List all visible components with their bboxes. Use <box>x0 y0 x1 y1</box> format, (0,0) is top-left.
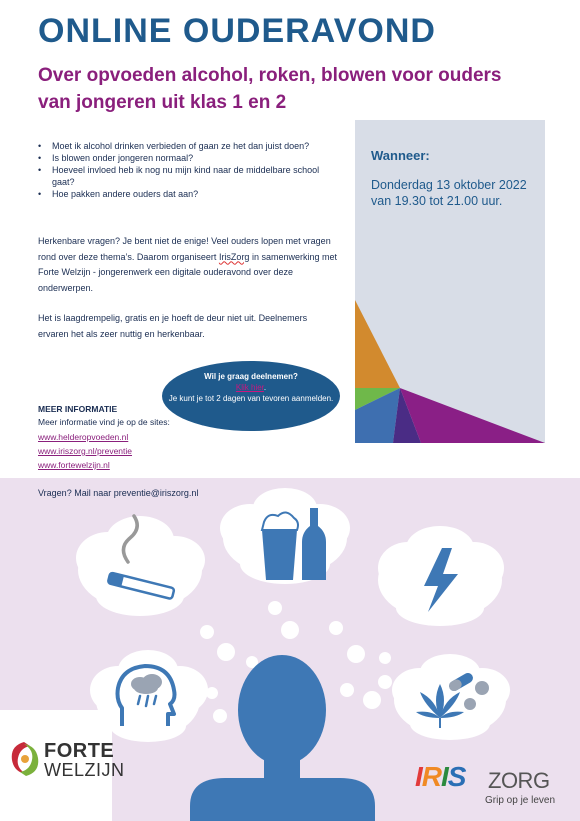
signup-note: Je kunt je tot 2 dagen van tevoren aanmelden. <box>168 394 334 403</box>
intro-text-b: in samenwerking met Forte Welzijn - jongerenwerk een digitale ouderavond over deze onderwerpen. <box>38 251 337 293</box>
when-heading: Wanneer: <box>371 148 430 163</box>
page-subtitle: Over opvoeden alcohol, roken, blowen voor ouders van jongeren uit klas 1 en 2 <box>38 65 502 113</box>
decorative-triangles <box>355 120 545 443</box>
intro-text-a: Herkenbare vragen? Je bent niet de enige! Veel ouders lopen met vragen rond over deze thema’s. Daarom organiseert <box>38 236 331 262</box>
person-figure <box>190 655 375 821</box>
forte-subname: WELZIJN <box>44 760 125 780</box>
list-item: • Moet ik alcohol drinken verbieden of gaan ze het dan juist doen? <box>38 140 338 152</box>
signup-question: Wil je graag deelnemen? <box>204 372 298 381</box>
iriszorg-tagline: Grip op je leven <box>485 795 556 806</box>
link-fortewelzijn[interactable]: www.fortewelzijn.nl <box>38 460 110 470</box>
more-info-heading: MEER INFORMATIE <box>38 404 118 414</box>
brand-name: IrisZorg <box>218 251 250 262</box>
when-panel <box>355 120 545 443</box>
illustration-section <box>0 478 580 821</box>
signup-bubble: Wil je graag deelnemen? Klik hier. Je kunt je tot 2 dagen van tevoren aanmelden. <box>162 361 340 431</box>
signup-link[interactable]: Klik hier <box>235 383 264 392</box>
iriszorg-logo: IRIS <box>415 761 466 792</box>
more-info-intro: Meer informatie vind je op de sites: <box>38 417 170 427</box>
list-item: • Is blowen onder jongeren normaal? <box>38 152 338 164</box>
cloud-shape <box>392 654 510 740</box>
benefit-paragraph: Het is laagdrempelig, gratis en je hoeft de deur niet uit. Deelnemers ervaren het als zeer nuttig en herkenbaar. <box>38 313 308 339</box>
link-iriszorg[interactable]: www.iriszorg.nl/preventie <box>38 446 133 456</box>
iriszorg-zorg: ZORG <box>488 768 550 793</box>
contact-text: Vragen? Mail naar preventie@iriszorg.nl <box>38 488 199 498</box>
head-rain-icon <box>118 666 175 726</box>
page-title: ONLINE OUDERAVOND <box>38 12 436 50</box>
forte-logo <box>0 710 125 821</box>
link-helderopvoeden[interactable]: www.helderopvoeden.nl <box>38 432 129 442</box>
list-item: • Hoe pakken andere ouders dat aan? <box>38 188 338 200</box>
when-text: Donderdag 13 oktober 2022 van 19.30 tot 21.00 uur. <box>371 178 527 208</box>
intro-paragraph <box>38 234 338 296</box>
forte-swirl-icon <box>6 738 42 780</box>
cloud-shape <box>76 516 205 616</box>
forte-name: FORTE <box>44 740 115 762</box>
list-item: • Hoeveel invloed heb ik nog nu mijn kind naar de middelbare school gaat? <box>38 164 338 188</box>
question-list <box>38 140 338 200</box>
